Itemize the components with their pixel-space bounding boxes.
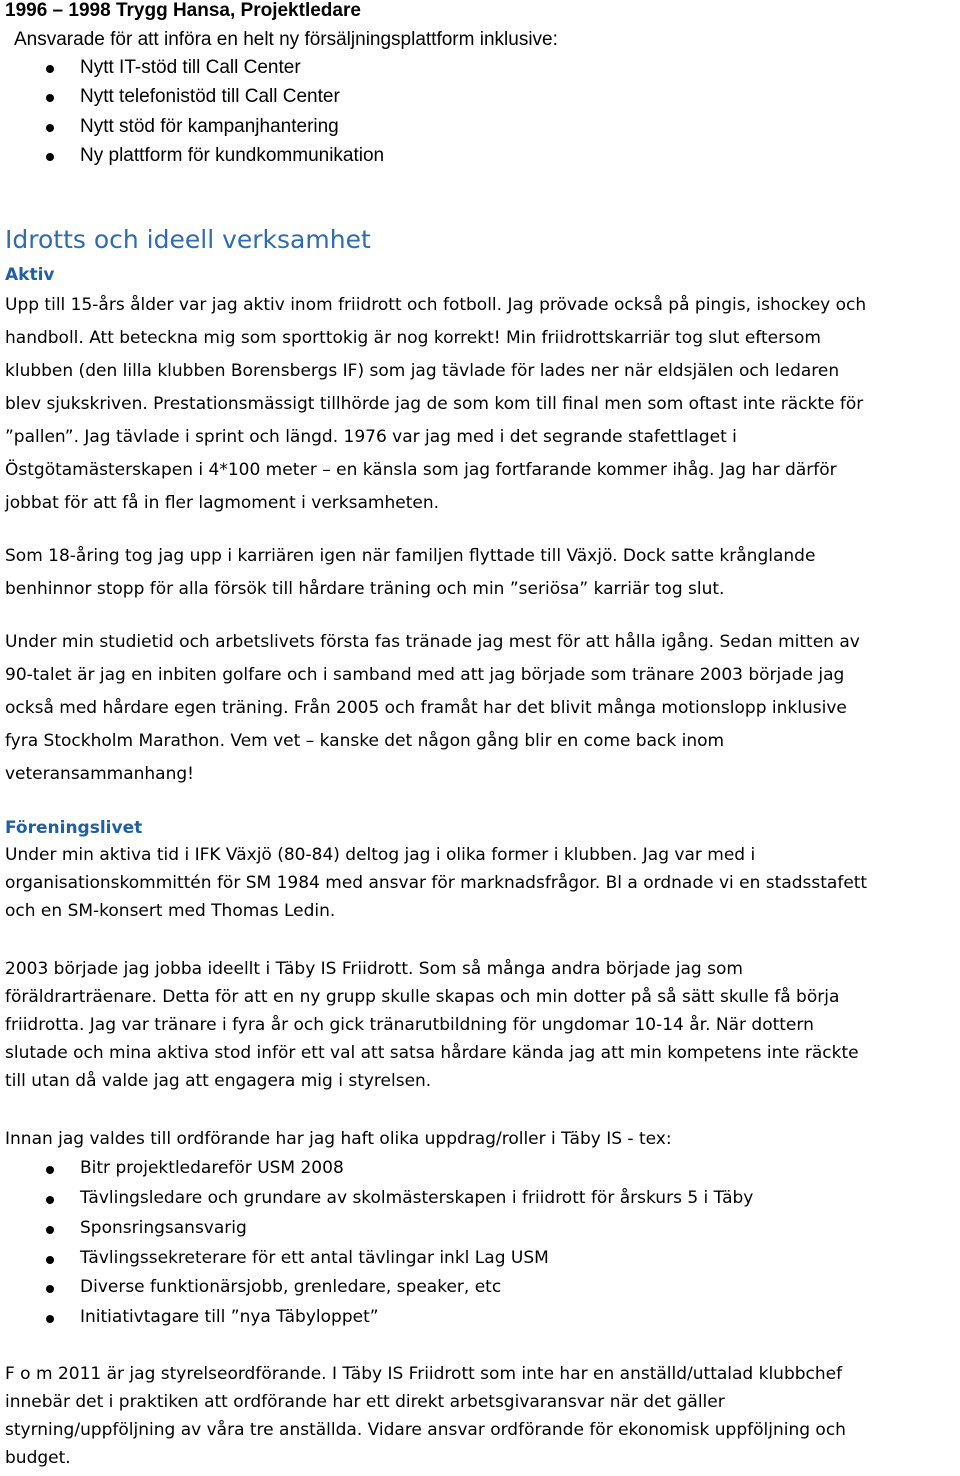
text-line: F o m 2011 är jag styrelseordförande. I Täby IS Friidrott som inte har en anställd/uttalad klubbchef [5,1364,843,1384]
list-item-label: Sponsringsansvarig [80,1218,247,1238]
text-line: Under min studietid och arbetslivets första fas tränade jag mest för att hålla igång. Sedan mitten av [5,632,860,652]
text-line: Under min aktiva tid i IFK Växjö (80-84) deltog jag i olika former i klubben. Jag var med i [5,845,756,865]
text-line: jobbat för att få in fler lagmoment i verksamheten. [5,493,439,513]
forening-heading: Föreningslivet [5,818,143,838]
text-line: blev sjukskriven. Prestationsmässigt tillhörde jag de som kom till final men som oftast inte räckte för [5,394,864,414]
bullet-icon [46,1166,54,1174]
text-line: styrning/uppföljning av våra tre anställda. Vidare ansvar ordförande för ekonomisk uppföljning och [5,1420,846,1440]
text-line: 2003 började jag jobba ideellt i Täby IS Friidrott. Som så många andra började jag som [5,959,743,979]
job-intro: Ansvarade för att införa en helt ny försäljningsplattform inklusive: [14,29,558,50]
bullet-icon [46,94,54,102]
text-line: slutade och mina aktiva stod inför ett val att satsa hårdare kända jag att min kompetens inte räckte [5,1043,859,1063]
bullet-icon [46,1285,54,1293]
text-line: innebär det i praktiken att ordförande har ett direkt arbetsgivaransvar när det gäller [5,1392,725,1412]
text-line: klubben (den lilla klubben Borensbergs IF) som jag tävlade för lades ner när eldsjälen och ledaren [5,361,840,381]
bullet-icon [46,124,54,132]
section-title: Idrotts och ideell verksamhet [5,225,371,254]
text-line: budget. [5,1448,71,1468]
aktiv-heading: Aktiv [5,265,55,285]
text-line: benhinnor stopp för alla försök till hårdare träning och min ”seriösa” karriär tog slut. [5,579,725,599]
list-item-label: Bitr projektledareför USM 2008 [80,1158,344,1178]
list-item-label: Nytt telefonistöd till Call Center [80,86,340,107]
text-line: veteransammanhang! [5,764,194,784]
bullet-icon [46,65,54,73]
text-line: fyra Stockholm Marathon. Vem vet – kanske det någon gång blir en come back inom [5,731,725,751]
text-line: organisationskommittén för SM 1984 med ansvar för marknadsfrågor. Bl a ordnade vi en stadsstafett [5,873,868,893]
text-line: Upp till 15-års ålder var jag aktiv inom friidrott och fotboll. Jag prövade också på pingis, ishockey och [5,295,867,315]
text-line: också med hårdare egen träning. Från 2005 och framåt har det blivit många motionslopp inklusive [5,698,847,718]
text-line: till utan då valde jag att engagera mig i styrelsen. [5,1071,432,1091]
job-heading: 1996 – 1998 Trygg Hansa, Projektledare [5,0,361,21]
text-line: ”pallen”. Jag tävlade i sprint och längd. 1976 var jag med i det segrande stafettlaget i [5,427,737,447]
list-item-label: Diverse funktionärsjobb, grenledare, speaker, etc [80,1277,502,1297]
roles-intro: Innan jag valdes till ordförande har jag haft olika uppdrag/roller i Täby IS - tex: [5,1129,672,1149]
text-line: friidrotta. Jag var tränare i fyra år och gick tränarutbildning för ungdomar 10-14 år. När dottern [5,1015,814,1035]
list-item-label: Initiativtagare till ”nya Täbyloppet” [80,1307,379,1327]
text-line: och en SM-konsert med Thomas Ledin. [5,901,336,921]
bullet-icon [46,1196,54,1204]
text-line: Östgötamästerskapen i 4*100 meter – en känsla som jag fortfarande kommer ihåg. Jag har därför [5,460,837,480]
list-item-label: Nytt IT-stöd till Call Center [80,57,301,78]
list-item-label: Tävlingssekreterare för ett antal tävlingar inkl Lag USM [80,1248,549,1268]
list-item-label: Tävlingsledare och grundare av skolmästerskapen i friidrott för årskurs 5 i Täby [80,1188,754,1208]
bullet-icon [46,1315,54,1323]
text-line: Som 18-åring tog jag upp i karriären igen när familjen flyttade till Växjö. Dock satte krånglande [5,546,816,566]
bullet-icon [46,1226,54,1234]
bullet-icon [46,1256,54,1264]
bullet-icon [46,153,54,161]
list-item-label: Nytt stöd för kampanjhantering [80,116,339,137]
text-line: 90-talet är jag en inbiten golfare och i samband med att jag började som tränare 2003 började jag [5,665,845,685]
text-line: föräldrarträenare. Detta för att en ny grupp skulle skapas och min dotter på så sätt skulle få börja [5,987,840,1007]
text-line: handboll. Att beteckna mig som sporttokig är nog korrekt! Min friidrottskarriär tog slut eftersom [5,328,821,348]
list-item-label: Ny plattform för kundkommunikation [80,145,385,166]
